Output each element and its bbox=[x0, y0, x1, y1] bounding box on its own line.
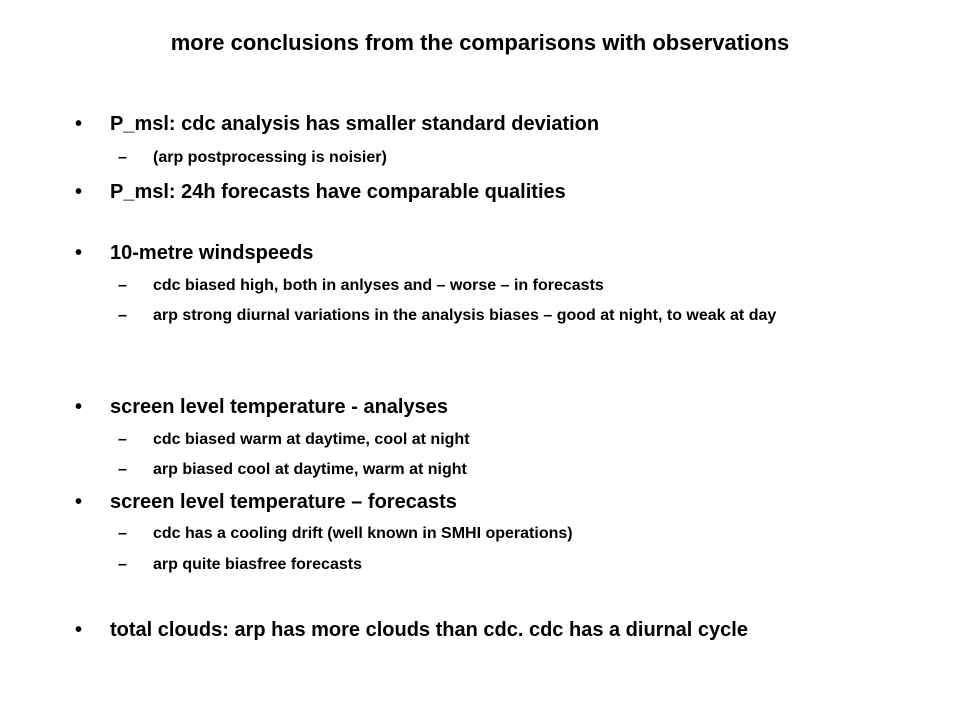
bullet-item bbox=[75, 618, 748, 642]
sub-bullet-item bbox=[118, 148, 387, 168]
bullet-marker: • bbox=[75, 396, 83, 418]
bullet-text: total clouds: arp has more clouds than cdc. cdc has a diurnal cycle bbox=[110, 619, 748, 641]
dash-marker: – bbox=[118, 556, 127, 573]
sub-bullet-item bbox=[118, 306, 893, 326]
bullet-marker: • bbox=[75, 242, 83, 264]
dash-marker: – bbox=[118, 149, 127, 166]
bullet-marker: • bbox=[75, 113, 83, 135]
bullet-marker: • bbox=[75, 491, 83, 513]
bullet-text: screen level temperature - analyses bbox=[110, 396, 448, 418]
bullet-marker: • bbox=[75, 619, 83, 641]
sub-bullet-text: cdc has a cooling drift (well known in SMHI operations) bbox=[153, 525, 573, 542]
sub-bullet-text: (arp postprocessing is noisier) bbox=[153, 149, 387, 166]
bullet-item bbox=[75, 180, 566, 204]
sub-bullet-text: arp quite biasfree forecasts bbox=[153, 556, 362, 573]
dash-marker: – bbox=[118, 277, 127, 294]
bullet-item bbox=[75, 241, 314, 265]
sub-bullet-item bbox=[118, 430, 470, 450]
bullet-text: 10-metre windspeeds bbox=[110, 242, 314, 264]
sub-bullet-item bbox=[118, 460, 467, 480]
sub-bullet-text: cdc biased warm at daytime, cool at night bbox=[153, 431, 470, 448]
bullet-item bbox=[75, 395, 448, 419]
sub-bullet-text: arp biased cool at daytime, warm at night bbox=[153, 461, 467, 478]
bullet-text: P_msl: cdc analysis has smaller standard deviation bbox=[110, 113, 600, 135]
bullet-text: screen level temperature – forecasts bbox=[110, 491, 457, 513]
bullet-item bbox=[75, 490, 457, 514]
dash-marker: – bbox=[118, 431, 127, 448]
bullet-item bbox=[75, 112, 600, 136]
sub-bullet-item bbox=[118, 276, 604, 296]
bullet-marker: • bbox=[75, 181, 83, 203]
sub-bullet-item bbox=[118, 524, 573, 544]
sub-bullet-text: arp strong diurnal variations in the analysis biases – good at night, to weak at day bbox=[153, 307, 777, 324]
dash-marker: – bbox=[118, 307, 127, 324]
sub-bullet-item bbox=[118, 555, 362, 575]
dash-marker: – bbox=[118, 461, 127, 478]
dash-marker: – bbox=[118, 525, 127, 542]
sub-bullet-text: cdc biased high, both in anlyses and – worse – in forecasts bbox=[153, 277, 604, 294]
slide-title: more conclusions from the comparisons with observations bbox=[170, 30, 790, 55]
bullet-text: P_msl: 24h forecasts have comparable qualities bbox=[110, 181, 566, 203]
